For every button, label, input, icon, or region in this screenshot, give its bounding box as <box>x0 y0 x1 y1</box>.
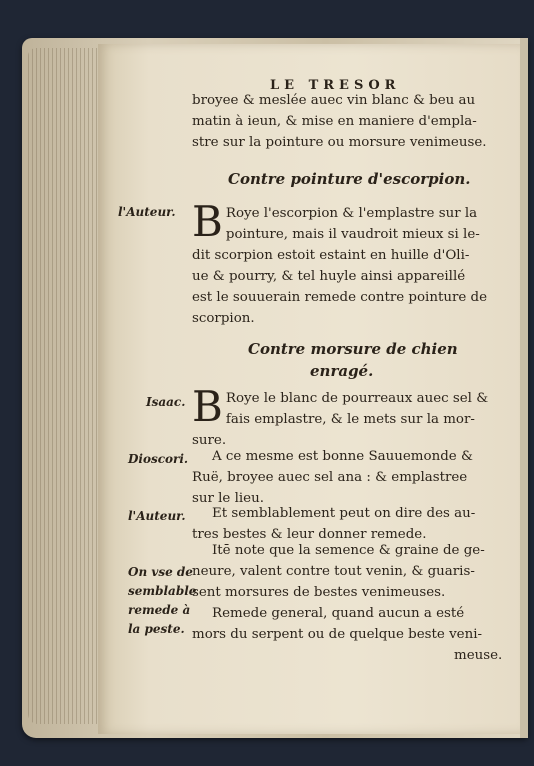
text-line: Roye le blanc de pourreaux auec sel & <box>225 391 489 406</box>
drop-cap: B <box>192 197 223 246</box>
text-line: Roye l'escorpion & l'emplastre sur la <box>225 206 478 221</box>
heading-chien-line2: enragé. <box>310 362 374 380</box>
margin-note-auteur-2: l'Auteur. <box>128 509 186 523</box>
text-line: dit scorpion estoit estaint en huille d'Oli- <box>192 248 470 263</box>
text-line: tres bestes & leur donner remede. <box>192 527 427 542</box>
margin-note-line: la peste. <box>128 622 185 636</box>
text-line: scorpion. <box>192 311 255 326</box>
heading-chien-line1: Contre morsure de chien <box>248 340 458 358</box>
paragraph-remede-general <box>192 603 504 666</box>
text-line: matin à ieun, & mise en maniere d'empla- <box>192 114 477 129</box>
margin-note-auteur: l'Auteur. <box>118 205 176 219</box>
text-line: pointure, mais il vaudroit mieux si le- <box>225 227 480 242</box>
margin-note-isaac: Isaac. <box>146 395 186 409</box>
paragraph-sauuemonde <box>192 446 504 509</box>
text-line: mors du serpent ou de quelque beste veni- <box>192 627 483 642</box>
text-line: fais emplastre, & le mets sur la mor- <box>225 412 475 427</box>
page-edges <box>28 48 100 724</box>
margin-note-peste <box>128 563 196 639</box>
page-right-edge <box>520 38 528 738</box>
running-head: LE TRESOR <box>270 78 401 93</box>
margin-note-line: semblable <box>128 584 197 598</box>
drop-cap: B <box>192 382 223 431</box>
paragraph-geneure <box>192 540 504 603</box>
paragraph-semblablement <box>192 503 504 545</box>
text-line: sure. <box>192 433 227 448</box>
margin-note-line: remede à <box>128 603 191 617</box>
text-line: Et semblablement peut on dire des au- <box>212 506 476 521</box>
margin-note-line: On vse de <box>128 565 193 579</box>
text-line: A ce mesme est bonne Sauuemonde & <box>212 449 473 464</box>
text-line: meuse. <box>454 648 503 663</box>
text-line: Itē note que la semence & graine de ge- <box>212 543 485 558</box>
text-line: Remede general, quand aucun a esté <box>212 606 465 621</box>
margin-note-dioscori: Dioscori. <box>128 452 189 466</box>
text-line: stre sur la pointure ou morsure venimeuse. <box>192 135 487 150</box>
text-line: sent morsures de bestes venimeuses. <box>192 585 446 600</box>
text-line: ue & pourry, & tel huyle ainsi appareillé <box>192 269 466 284</box>
paragraph-scorpion <box>192 197 504 329</box>
text-line: broyee & meslée auec vin blanc & beu au <box>192 93 476 108</box>
heading-scorpion: Contre pointure d'escorpion. <box>228 170 471 188</box>
text-line: neure, valent contre tout venin, & guaris- <box>192 564 475 579</box>
text-line: Ruë, broyee auec sel ana : & emplastree <box>192 470 468 485</box>
text-line: est le souuerain remede contre pointure de <box>192 290 488 305</box>
text-line: sur le lieu. <box>192 491 264 506</box>
top-paragraph <box>192 90 504 153</box>
paragraph-chien <box>192 382 504 451</box>
